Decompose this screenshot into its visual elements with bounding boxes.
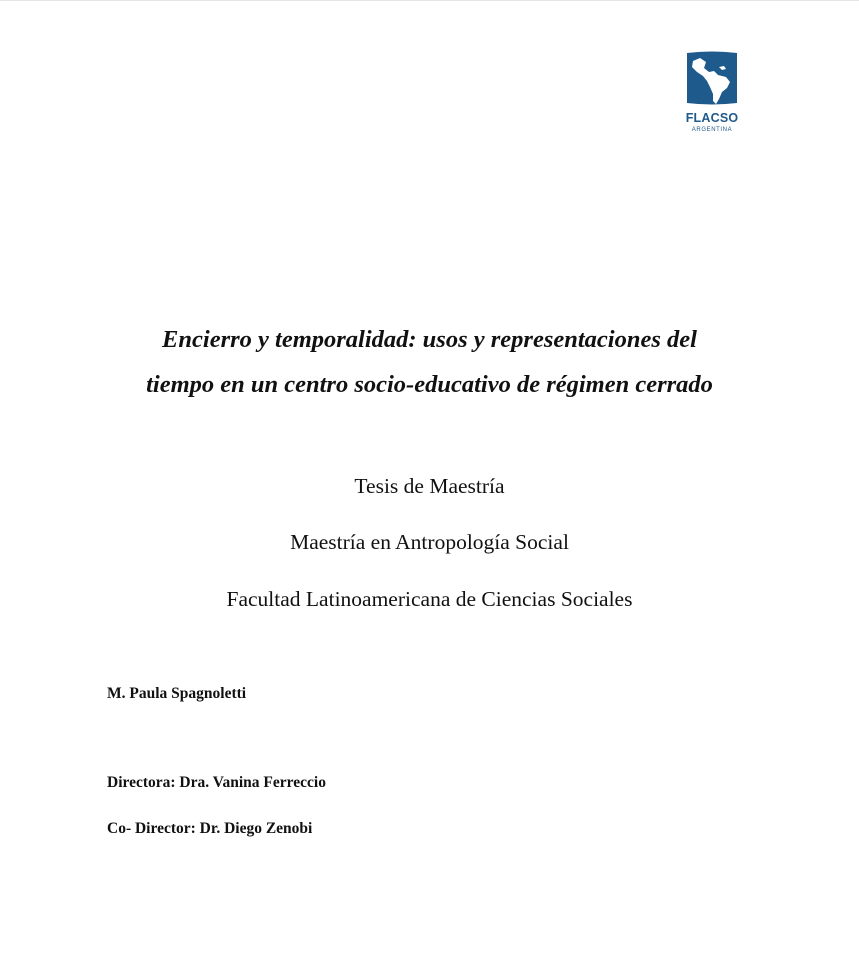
thesis-title [60, 317, 799, 407]
title-line-2: tiempo en un centro socio-educativo de régimen cerrado [146, 371, 713, 398]
author-name: M. Paula Spagnoletti [107, 685, 247, 702]
title-line-1: Encierro y temporalidad: usos y representaciones del [162, 326, 697, 353]
logo-subtitle: ARGENTINA [691, 127, 733, 133]
program-name: Maestría en Antropología Social [290, 530, 569, 554]
latin-america-map-icon [683, 49, 741, 107]
institution-name: Facultad Latinoamericana de Ciencias Sociales [226, 587, 633, 611]
logo-name: FLACSO [685, 111, 739, 125]
flacso-logo [676, 49, 748, 141]
co-director-line: Co- Director: Dr. Diego Zenobi [107, 820, 313, 837]
director-line: Directora: Dra. Vanina Ferreccio [107, 774, 326, 791]
document-type: Tesis de Maestría [354, 474, 505, 498]
